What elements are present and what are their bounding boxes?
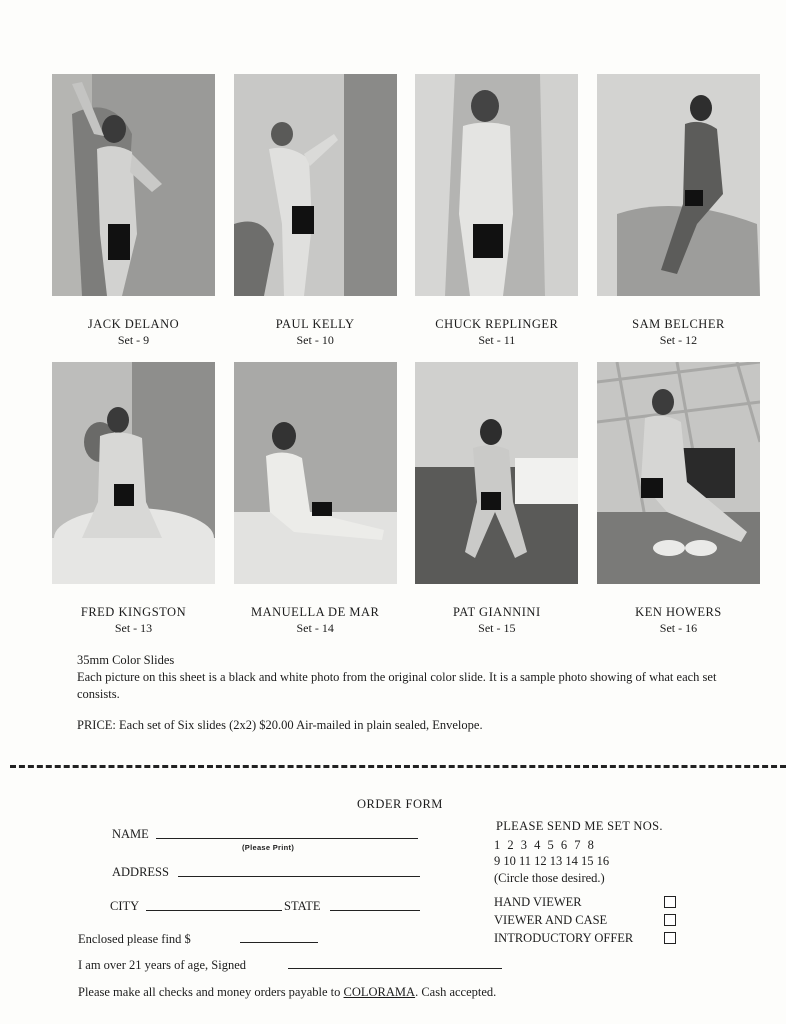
model-card xyxy=(52,74,215,348)
model-set: Set - 11 xyxy=(478,333,516,347)
option-hand-viewer: HAND VIEWER xyxy=(494,895,582,909)
address-field[interactable] xyxy=(178,876,420,877)
model-name: KEN HOWERS xyxy=(635,605,722,619)
option-introductory-offer: INTRODUCTORY OFFER xyxy=(494,931,634,945)
introductory-offer-checkbox[interactable] xyxy=(664,932,676,944)
slides-heading: 35mm Color Slides xyxy=(77,653,175,667)
model-photo xyxy=(415,74,578,296)
name-hint: (Please Print) xyxy=(242,843,295,852)
product-info xyxy=(77,652,737,734)
model-name: FRED KINGSTON xyxy=(80,605,187,619)
model-set: Set - 9 xyxy=(117,333,150,347)
model-card xyxy=(234,362,397,636)
model-card xyxy=(597,74,760,348)
model-card xyxy=(415,362,578,636)
model-name: JACK DELANO xyxy=(87,317,180,331)
model-card xyxy=(597,362,760,636)
address-label: ADDRESS xyxy=(112,865,169,879)
model-set: Set - 16 xyxy=(659,621,698,635)
model-photo xyxy=(597,362,760,584)
price-line: PRICE: Each set of Six slides (2x2) $20.00 Air-mailed in plain sealed, Envelope. xyxy=(77,718,483,732)
photo-grid xyxy=(52,74,760,636)
model-photo xyxy=(415,362,578,584)
model-photo xyxy=(597,74,760,296)
model-photo xyxy=(52,362,215,584)
payable-prefix: Please make all checks and money orders payable to xyxy=(78,985,341,999)
cut-line xyxy=(10,765,786,768)
set-numbers-row-2[interactable]: 9 10 11 12 13 14 15 16 xyxy=(494,854,610,868)
circle-note: (Circle those desired.) xyxy=(494,871,605,885)
photo-row-1 xyxy=(52,74,760,348)
model-card xyxy=(415,74,578,348)
send-sets-heading: PLEASE SEND ME SET NOS. xyxy=(496,819,663,833)
model-set: Set - 10 xyxy=(296,333,334,347)
model-set: Set - 15 xyxy=(478,621,516,635)
hand-viewer-checkbox[interactable] xyxy=(664,896,676,908)
photo-row-2 xyxy=(52,362,760,636)
name-label: NAME xyxy=(112,827,149,841)
set-numbers-row-1[interactable]: 1 2 3 4 5 6 7 8 xyxy=(494,838,596,852)
model-name: MANUELLA DE MAR xyxy=(250,605,380,619)
model-set: Set - 14 xyxy=(296,621,334,635)
model-card xyxy=(52,362,215,636)
city-field[interactable] xyxy=(146,910,282,911)
model-photo xyxy=(234,362,397,584)
city-label: CITY xyxy=(110,899,140,913)
slides-description: Each picture on this sheet is a black and white photo from the original color slide. It is a sample photo showing of what each set consists. xyxy=(77,670,717,701)
amount-field[interactable] xyxy=(240,942,318,943)
model-name: PAUL KELLY xyxy=(275,317,355,331)
model-name: CHUCK REPLINGER xyxy=(435,317,559,331)
payable-suffix: . Cash accepted. xyxy=(415,985,497,999)
state-label: STATE xyxy=(284,899,321,913)
model-card xyxy=(234,74,397,348)
enclosed-label: Enclosed please find $ xyxy=(78,932,191,946)
payee-name: COLORAMA xyxy=(343,985,416,999)
signature-field[interactable] xyxy=(288,968,502,969)
payable-line xyxy=(78,984,496,1000)
state-field[interactable] xyxy=(330,910,420,911)
order-form-title: ORDER FORM xyxy=(357,797,443,811)
name-field[interactable] xyxy=(156,838,418,839)
model-name: PAT GIANNINI xyxy=(453,605,541,619)
model-photo xyxy=(52,74,215,296)
age-label: I am over 21 years of age, Signed xyxy=(78,958,246,972)
model-name: SAM BELCHER xyxy=(632,317,725,331)
viewer-and-case-checkbox[interactable] xyxy=(664,914,676,926)
option-viewer-and-case: VIEWER AND CASE xyxy=(494,913,608,927)
model-set: Set - 12 xyxy=(659,333,698,347)
model-photo xyxy=(234,74,397,296)
model-set: Set - 13 xyxy=(114,621,153,635)
